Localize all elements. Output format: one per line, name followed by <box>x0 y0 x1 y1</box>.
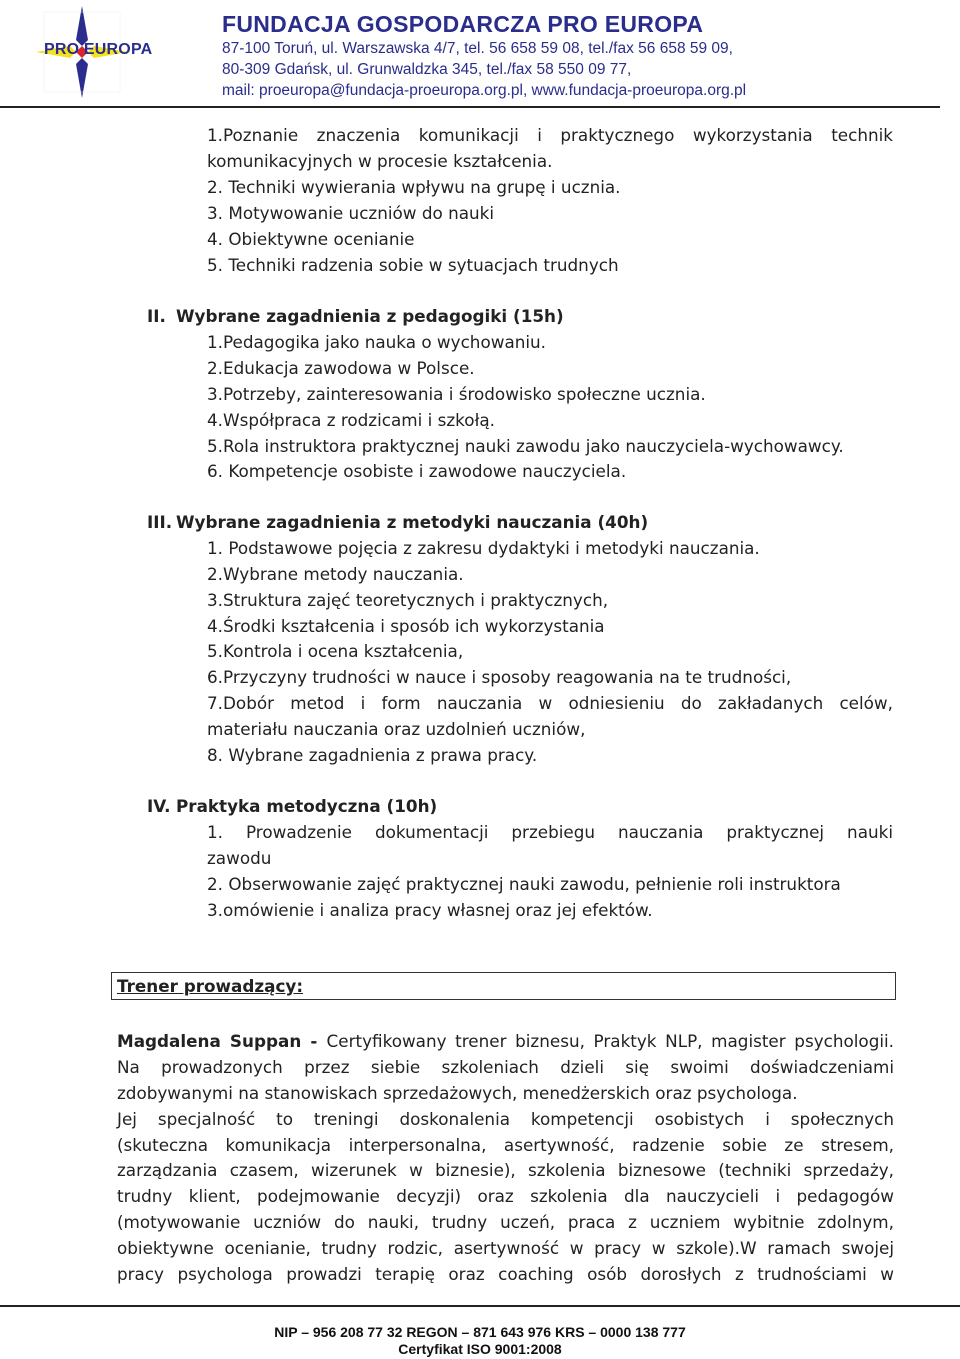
trainer-bio-line <box>117 1031 894 1051</box>
list-item: 3.Struktura zajęć teoretycznych i praktycznych, <box>207 590 609 610</box>
trainer-label: Trener prowadzący: <box>117 976 304 996</box>
trainer-separator: - <box>301 1031 327 1051</box>
list-item: 8. Wybrane zagadnienia z prawa pracy. <box>207 745 538 765</box>
trainer-bio-line: pracy psychologa prowadzi terapię oraz coaching osób dorosłych z trudnościami w <box>117 1264 894 1284</box>
trainer-bio-line: zdobywanymi na stanowiskach sprzedażowych, menedżerskich oraz psychologa. <box>117 1083 798 1103</box>
list-item: 4.Współpraca z rodzicami i szkołą. <box>207 410 495 430</box>
trainer-bio-line: (skuteczna komunikacja interpersonalna, asertywność, radzenie sobie ze stresem, <box>117 1135 894 1155</box>
list-item: zawodu <box>207 848 272 868</box>
trainer-bio-text: Certyfikowany trener biznesu, Praktyk NLP, magister psychologii. <box>326 1031 894 1051</box>
address-torun: 87-100 Toruń, ul. Warszawska 4/7, tel. 56 658 59 08, tel./fax 56 658 59 09, <box>222 40 733 57</box>
section-number: IV. <box>147 796 171 816</box>
list-item: 2. Obserwowanie zajęć praktycznej nauki zawodu, pełnienie roli instruktora <box>207 874 841 894</box>
list-item: 6.Przyczyny trudności w nauce i sposoby reagowania na te trudności, <box>207 667 792 687</box>
list-item: 2. Techniki wywierania wpływu na grupę i ucznia. <box>207 177 621 197</box>
section-title: Praktyka metodyczna (10h) <box>176 796 438 816</box>
section-number: II. <box>147 306 166 326</box>
address-gdansk: 80-309 Gdańsk, ul. Grunwaldzka 345, tel./fax 58 550 09 77, <box>222 61 632 78</box>
list-item: 1.Poznanie znaczenia komunikacji i praktycznego wykorzystania technik <box>207 125 893 145</box>
list-item: 2.Wybrane metody nauczania. <box>207 564 464 584</box>
list-item: 1. Prowadzenie dokumentacji przebiegu nauczania praktycznej nauki <box>207 822 893 842</box>
trainer-bio-line: Jej specjalność to treningi doskonalenia kompetencji osobistych i społecznych <box>117 1109 894 1129</box>
header-divider <box>0 106 940 108</box>
list-item: 1.Pedagogika jako nauka o wychowaniu. <box>207 332 546 352</box>
list-item: 5. Techniki radzenia sobie w sytuacjach trudnych <box>207 255 619 275</box>
list-item: 4. Obiektywne ocenianie <box>207 229 415 249</box>
trainer-heading-box <box>111 972 896 1000</box>
list-item: 5.Rola instruktora praktycznej nauki zawodu jako nauczyciela-wychowawcy. <box>207 436 844 456</box>
section-title: Wybrane zagadnienia z pedagogiki (15h) <box>176 306 564 326</box>
trainer-bio-line: obiektywne ocenianie, trudny rodzic, asertywność w pracy w szkole).W ramach swojej <box>117 1238 894 1258</box>
logo-text: PRO EUROPA <box>44 41 153 58</box>
list-item: 3.Potrzeby, zainteresowania i środowisko społeczne ucznia. <box>207 384 706 404</box>
footer-registration: NIP – 956 208 77 32 REGON – 871 643 976 KRS – 0000 138 777 <box>274 1324 686 1340</box>
trainer-name: Magdalena Suppan <box>117 1031 302 1051</box>
organization-name: FUNDACJA GOSPODARCZA PRO EUROPA <box>222 11 704 37</box>
list-item: komunikacyjnych w procesie kształcenia. <box>207 151 553 171</box>
trainer-bio-line: trudny klient, podejmowanie decyzji) oraz szkolenia dla nauczycieli i pedagogów <box>117 1186 894 1206</box>
section-heading <box>147 796 437 816</box>
trainer-bio-line: Na prowadzonych przez siebie szkoleniach dzieli się swoimi doświadczeniami <box>117 1057 894 1077</box>
list-item: materiału nauczania oraz uzdolnień uczniów, <box>207 719 586 739</box>
section-heading <box>147 512 648 532</box>
list-item: 4.Środki kształcenia i sposób ich wykorzystania <box>207 616 605 636</box>
trainer-bio-line: (motywowanie uczniów do nauki, trudny uczeń, praca z uczniem wybitnie zdolnym, <box>117 1212 894 1232</box>
list-item: 2.Edukacja zawodowa w Polsce. <box>207 358 475 378</box>
section-number: III. <box>147 512 173 532</box>
list-item: 7.Dobór metod i form nauczania w odniesieniu do zakładanych celów, <box>207 693 893 713</box>
trainer-bio-line: zarządzania czasem, wizerunek w biznesie), szkolenia biznesowe (techniki sprzedaży, <box>117 1160 894 1180</box>
list-item: 5.Kontrola i ocena kształcenia, <box>207 641 464 661</box>
list-item: 3. Motywowanie uczniów do nauki <box>207 203 495 223</box>
contact-email-www: mail: proeuropa@fundacja-proeuropa.org.pl, www.fundacja-proeuropa.org.pl <box>222 82 747 99</box>
list-item: 3.omówienie i analiza pracy własnej oraz jej efektów. <box>207 900 653 920</box>
section-title: Wybrane zagadnienia z metodyki nauczania (40h) <box>176 512 649 532</box>
footer-iso: Certyfikat ISO 9001:2008 <box>398 1341 562 1357</box>
list-item: 1. Podstawowe pojęcia z zakresu dydaktyki i metodyki nauczania. <box>207 538 760 558</box>
list-item: 6. Kompetencje osobiste i zawodowe nauczyciela. <box>207 461 627 481</box>
footer-divider <box>0 1305 960 1307</box>
letterhead <box>0 0 960 108</box>
section-heading <box>147 306 564 326</box>
